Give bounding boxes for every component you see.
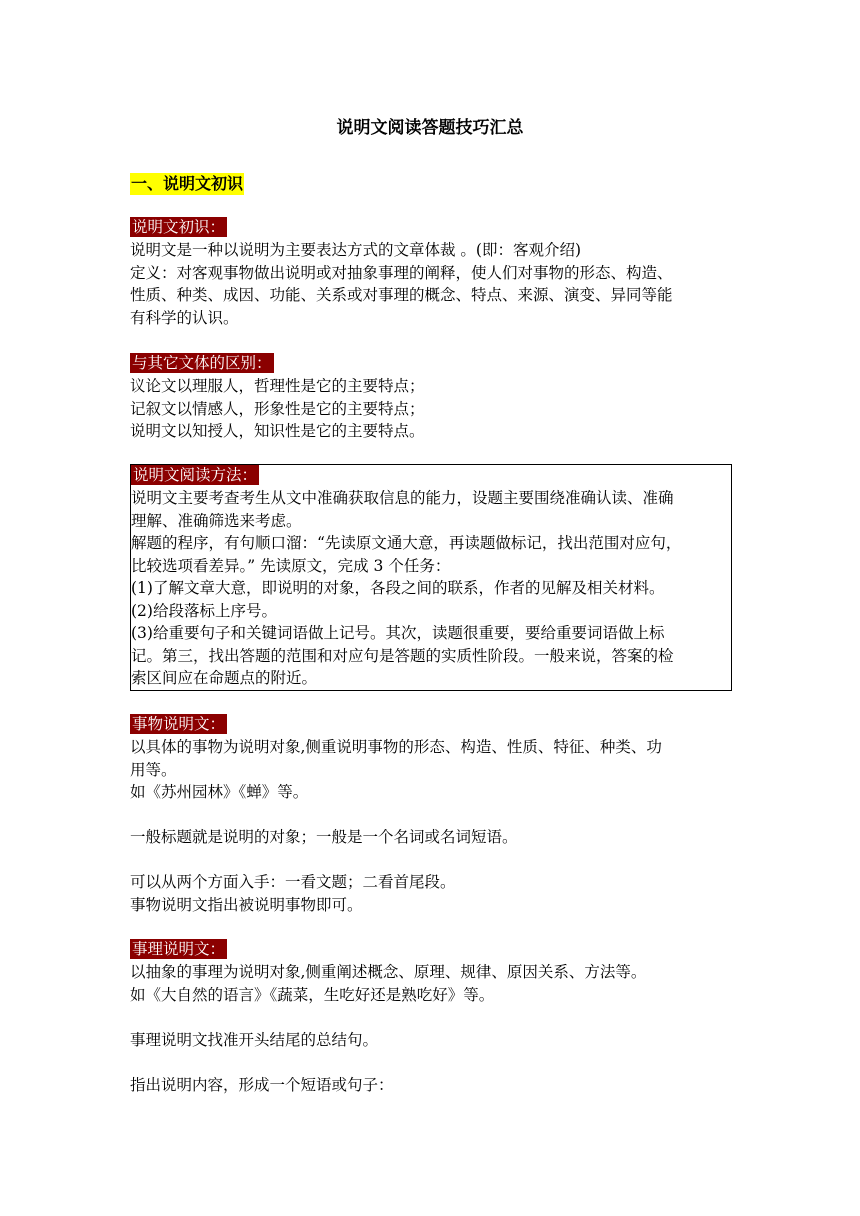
- intro-line: 定义：对客观事物做出说明或对抽象事理的阐释，使人们对事物的形态、构造、: [130, 263, 673, 282]
- reason-line: 如《大自然的语言》《蔬菜，生吃好还是熟吃好》等。: [130, 985, 495, 1004]
- method-line: 索区间应在命题点的附近。: [131, 669, 318, 687]
- thing-line: [130, 804, 732, 827]
- thing-line: 用等。: [130, 760, 177, 779]
- intro-line: 说明文是一种以说明为主要表达方式的文章体裁 。(即：客观介绍): [130, 241, 582, 259]
- method-label: 说明文阅读方法：: [133, 466, 258, 484]
- method-line: (3)给重要句子和关键词语做上记号。其次，读题很重要，要给重要词语做上标: [131, 624, 665, 642]
- difference-line: 说明文以知授人，知识性是它的主要特点。: [130, 422, 425, 440]
- difference-line: 记叙文以情感人，形象性是它的主要特点；: [130, 399, 425, 418]
- intro-line: 性质、种类、成因、功能、关系或对事理的概念、特点、来源、演变、异同等能: [130, 286, 673, 304]
- reason-label: 事理说明文：: [132, 940, 226, 958]
- method-line: 说明文主要考查考生从文中准确获取信息的能力，设题主要围绕准确认读、准确: [131, 489, 674, 507]
- reason-section: [130, 939, 732, 1096]
- method-line: (2)给段落标上序号。: [131, 601, 277, 620]
- thing-line: 以具体的事物为说明对象,侧重说明事物的形态、构造、性质、特征、种类、功: [130, 738, 662, 756]
- method-line: 比较选项看差异。” 先读原文，完成 3 个任务：: [131, 556, 451, 575]
- reason-line: [130, 1006, 732, 1029]
- document-title: 说明文阅读答题技巧汇总: [336, 118, 524, 138]
- thing-line: 一般标题就是说明的对象；一般是一个名词或名词短语。: [130, 828, 518, 846]
- reason-line: 事理说明文找准开头结尾的总结句。: [130, 1030, 379, 1049]
- thing-line: 如《苏州园林》《蝉》等。: [130, 783, 309, 801]
- intro-label: 说明文初识：: [132, 218, 226, 236]
- reason-line: [130, 1051, 732, 1074]
- thing-section: [130, 714, 732, 916]
- method-box: [130, 464, 732, 691]
- difference-label: 与其它文体的区别：: [132, 354, 272, 372]
- difference-section: [130, 353, 732, 443]
- method-line: 解题的程序，有句顺口溜：“先读原文通大意，再读题做标记，找出范围对应句，: [131, 534, 682, 552]
- thing-line: [130, 849, 732, 872]
- method-line: (1)了解文章大意，即说明的对象，各段之间的联系，作者的见解及相关材料。: [131, 579, 665, 597]
- thing-label: 事物说明文：: [132, 715, 226, 733]
- intro-line: 有科学的认识。: [130, 308, 239, 327]
- section-heading: 一、说明文初识: [131, 174, 244, 193]
- thing-line: 可以从两个方面入手：一看文题；二看首尾段。: [130, 873, 456, 891]
- method-line: 记。第三，找出答题的范围和对应句是答题的实质性阶段。一般来说，答案的检: [131, 646, 674, 665]
- thing-line: 事物说明文指出被说明事物即可。: [130, 895, 363, 914]
- intro-section: [130, 217, 732, 329]
- reason-line: 以抽象的事理为说明对象,侧重阐述概念、原理、规律、原因关系、方法等。: [130, 963, 647, 981]
- difference-line: 议论文以理服人，哲理性是它的主要特点；: [130, 377, 425, 395]
- method-line: 理解、准确筛选来考虑。: [131, 511, 302, 530]
- reason-line: 指出说明内容，形成一个短语或句子：: [130, 1075, 394, 1094]
